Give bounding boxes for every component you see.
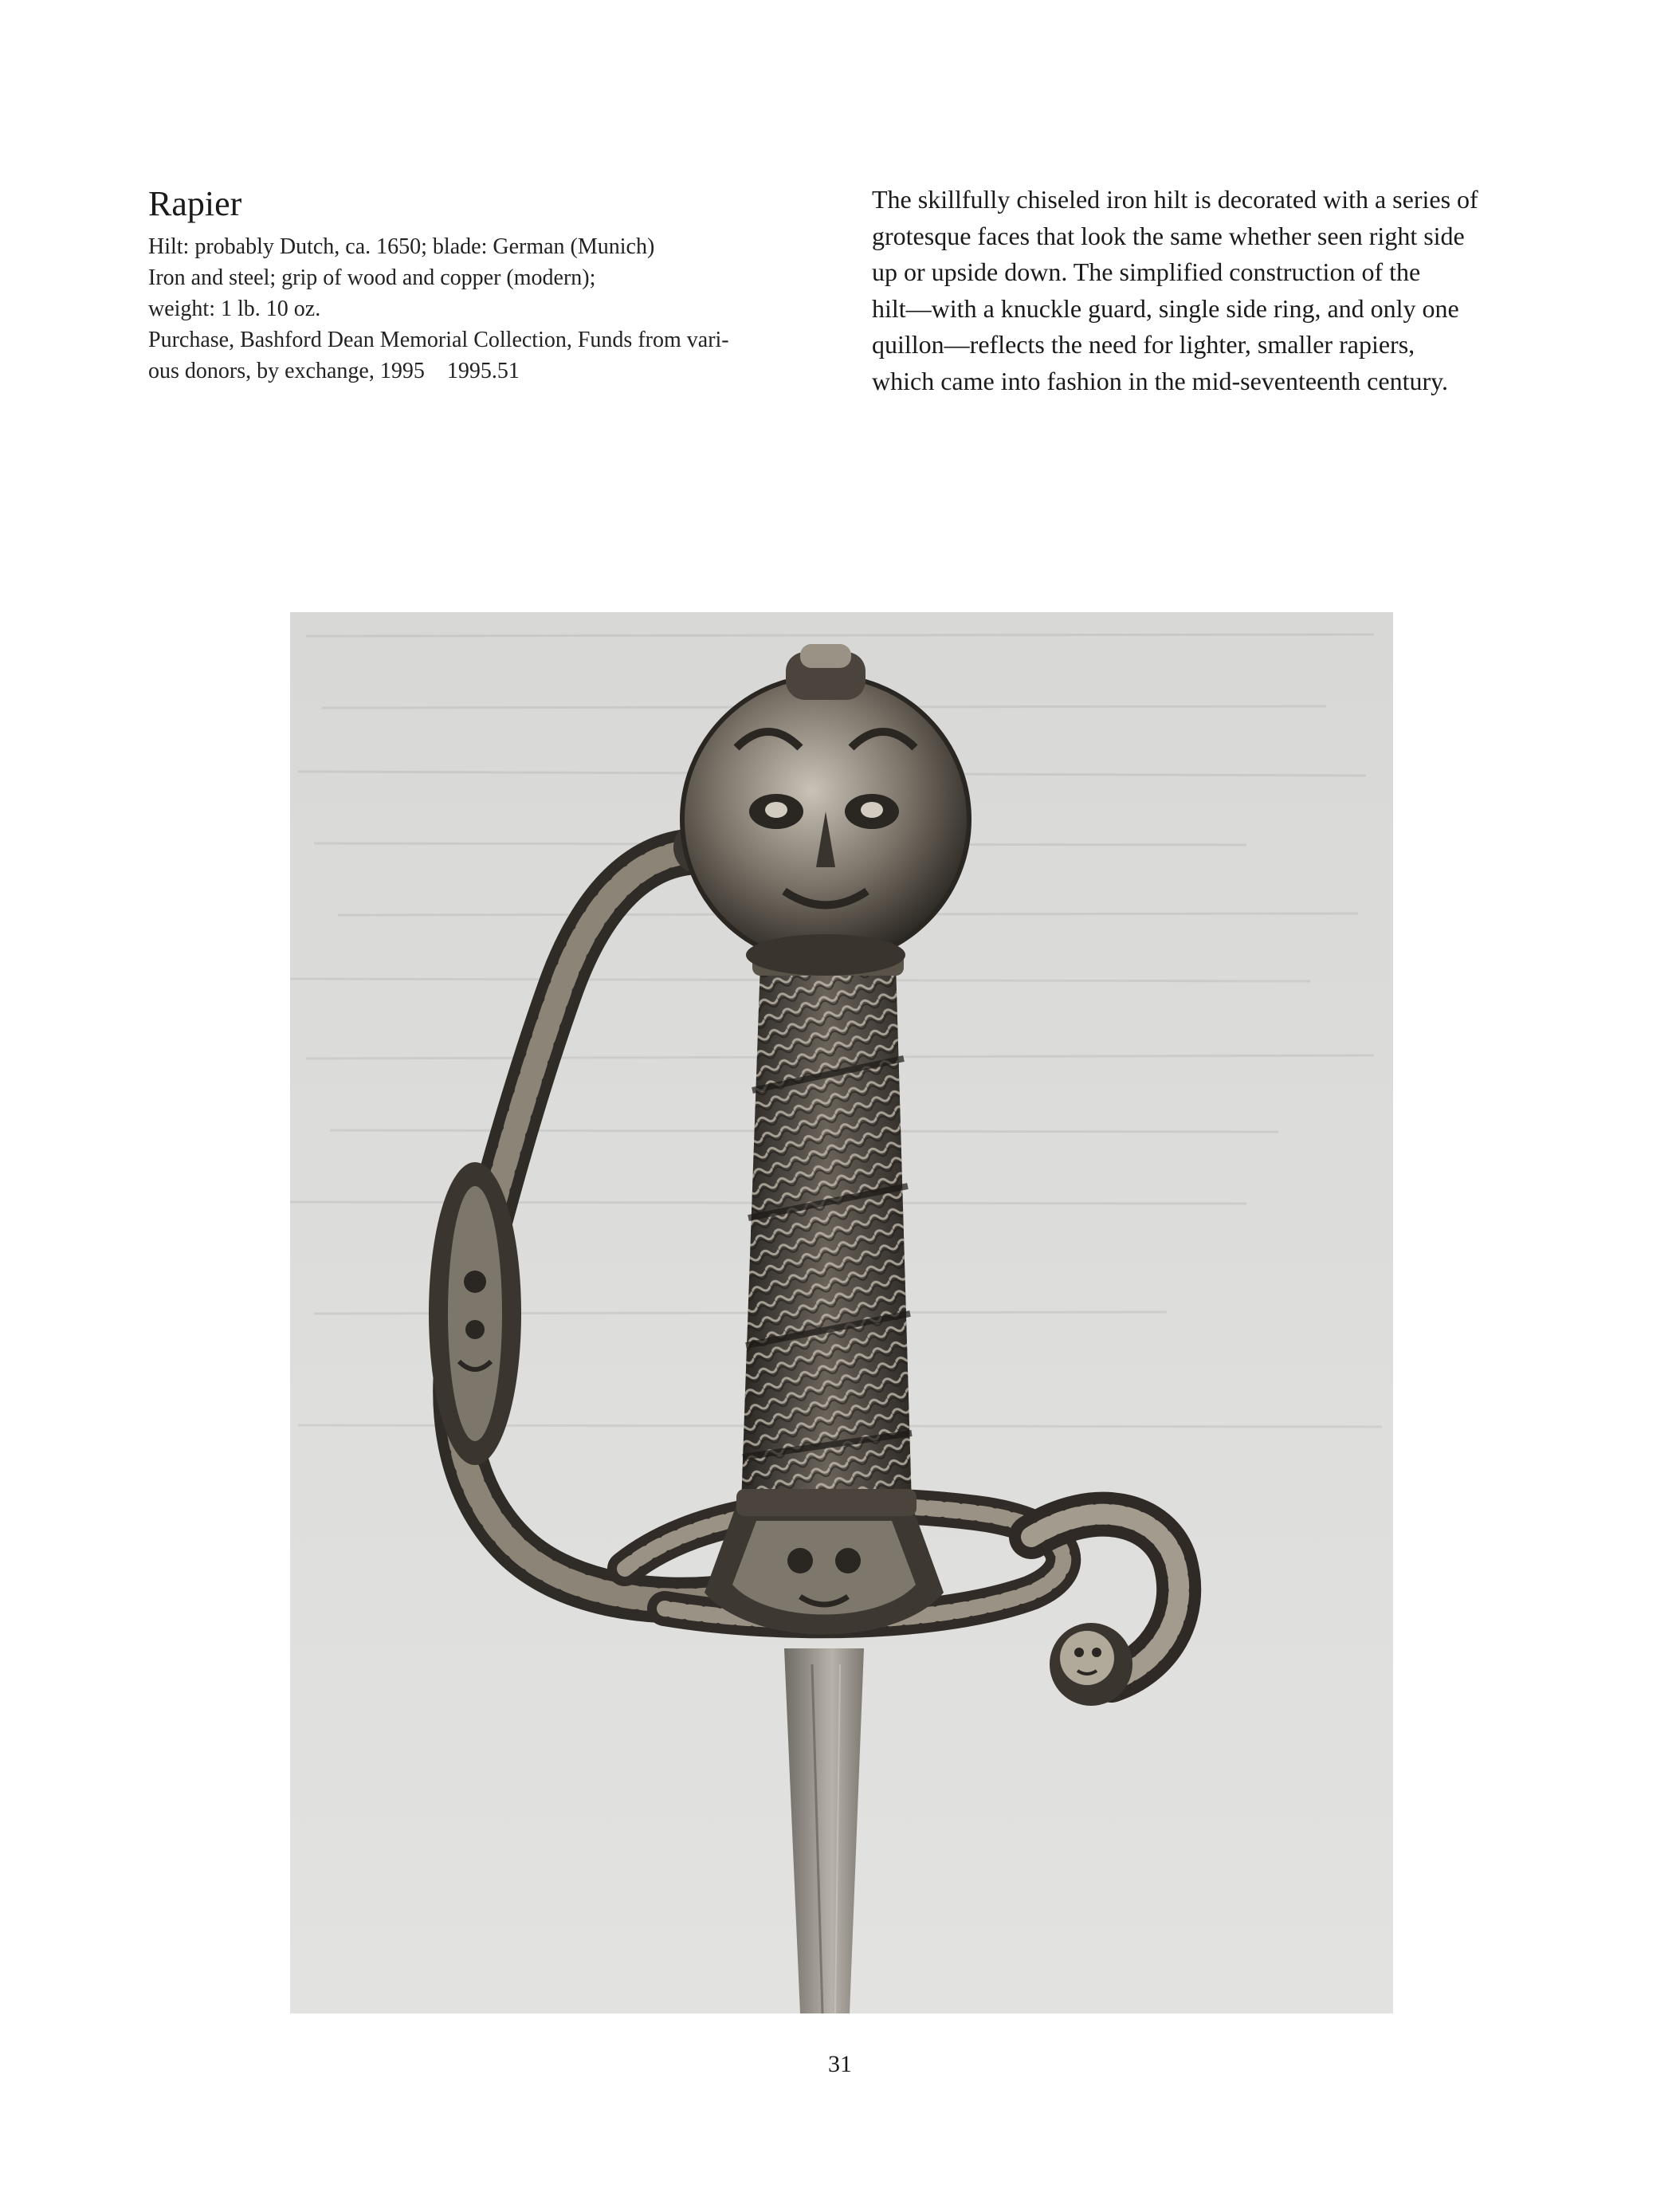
- description-line: which came into fashion in the mid-seventeenth century.: [872, 366, 1449, 395]
- guard-block: [705, 1505, 944, 1635]
- accession-number: 1995.51: [446, 359, 520, 383]
- metadata-credit-line-2: [148, 356, 810, 387]
- page-number: 31: [828, 2051, 852, 2077]
- artwork-metadata: [148, 231, 810, 387]
- metadata-origin: Hilt: probably Dutch, ca. 1650; blade: German (Munich): [148, 234, 655, 259]
- rapier-hilt-illustration: [290, 612, 1393, 2013]
- description-line: up or upside down. The simplified construction of the: [872, 257, 1421, 286]
- grip: [736, 947, 917, 1516]
- metadata-materials: Iron and steel; grip of wood and copper (modern);: [148, 265, 596, 290]
- credit-text: ous donors, by exchange, 1995: [148, 359, 425, 383]
- metadata-credit-line-1: Purchase, Bashford Dean Memorial Collection, Funds from vari-: [148, 328, 729, 352]
- artwork-description: [872, 182, 1533, 399]
- rapier-hilt-photograph: [290, 612, 1393, 2013]
- description-line: hilt—with a knuckle guard, single side ring, and only one: [872, 293, 1459, 323]
- description-line: quillon—reflects the need for lighter, smaller rapiers,: [872, 330, 1415, 359]
- description-line: The skillfully chiseled iron hilt is decorated with a series of: [872, 185, 1478, 214]
- description-line: grotesque faces that look the same whether seen right side: [872, 221, 1465, 250]
- artwork-title: Rapier: [148, 184, 242, 223]
- metadata-weight: weight: 1 lb. 10 oz.: [148, 297, 321, 321]
